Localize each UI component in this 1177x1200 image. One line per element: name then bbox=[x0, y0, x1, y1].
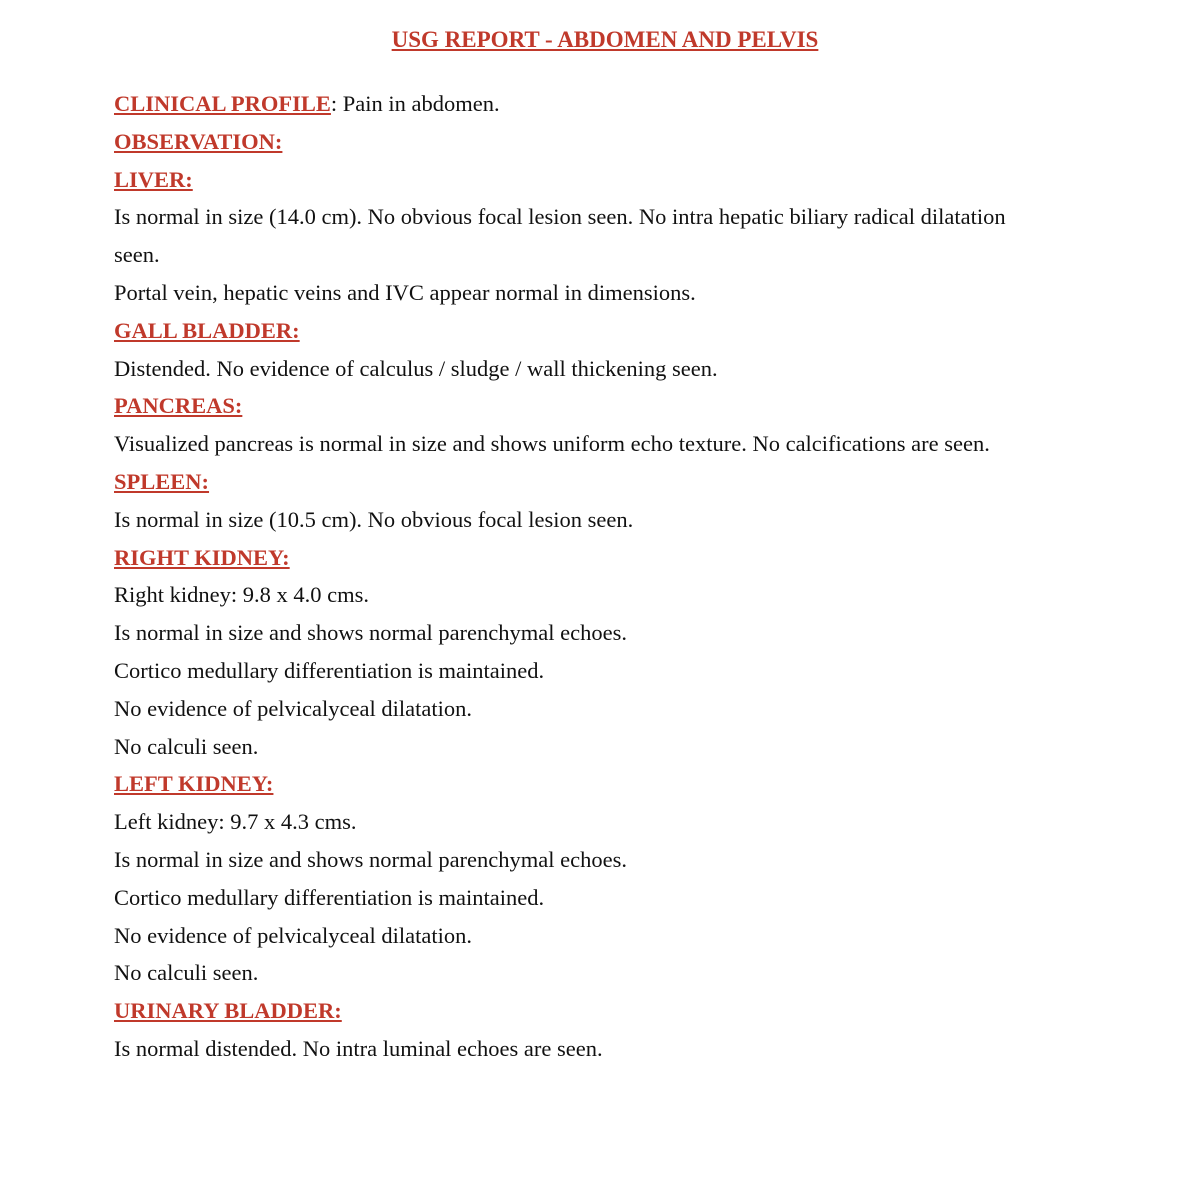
gall-bladder-text: Distended. No evidence of calculus / sludge / wall thickening seen. bbox=[114, 355, 718, 381]
pancreas-heading: PANCREAS: bbox=[114, 393, 243, 419]
left-kidney-heading: LEFT KIDNEY: bbox=[114, 771, 274, 797]
left-kidney-text-1: Left kidney: 9.7 x 4.3 cms. bbox=[114, 809, 357, 835]
spleen-heading: SPLEEN: bbox=[114, 468, 210, 494]
right-kidney-text-5: No calculi seen. bbox=[114, 733, 259, 759]
clinical-profile-line bbox=[114, 85, 1164, 123]
left-kidney-text-4: No evidence of pelvicalyceal dilatation. bbox=[114, 922, 472, 948]
left-kidney-text-5: No calculi seen. bbox=[114, 960, 259, 986]
clinical-profile-value: : Pain in abdomen. bbox=[330, 91, 500, 116]
right-kidney-text-4: No evidence of pelvicalyceal dilatation. bbox=[114, 695, 472, 721]
pancreas-text: Visualized pancreas is normal in size and shows uniform echo texture. No calcifications are seen. bbox=[114, 431, 990, 457]
right-kidney-text-3: Cortico medullary differentiation is maintained. bbox=[114, 657, 545, 683]
clinical-profile-label: CLINICAL PROFILE bbox=[114, 91, 331, 116]
observation-heading: OBSERVATION: bbox=[114, 128, 283, 154]
gall-bladder-heading: GALL BLADDER: bbox=[114, 317, 300, 343]
report-title: USG REPORT - ABDOMEN AND PELVIS bbox=[391, 27, 819, 52]
right-kidney-heading: RIGHT KIDNEY: bbox=[114, 544, 290, 570]
urinary-bladder-text: Is normal distended. No intra luminal echoes are seen. bbox=[114, 1035, 603, 1061]
liver-heading: LIVER: bbox=[114, 166, 193, 192]
left-kidney-text-3: Cortico medullary differentiation is maintained. bbox=[114, 884, 545, 910]
right-kidney-text-1: Right kidney: 9.8 x 4.0 cms. bbox=[114, 582, 369, 608]
spleen-text: Is normal in size (10.5 cm). No obvious focal lesion seen. bbox=[114, 506, 634, 532]
report-body bbox=[114, 85, 1164, 1068]
liver-text-2: Portal vein, hepatic veins and IVC appear normal in dimensions. bbox=[114, 279, 696, 305]
liver-text-1: Is normal in size (14.0 cm). No obvious focal lesion seen. No intra hepatic biliary radical dilatation seen. bbox=[114, 204, 1006, 268]
left-kidney-text-2: Is normal in size and shows normal parenchymal echoes. bbox=[114, 846, 627, 872]
right-kidney-text-2: Is normal in size and shows normal parenchymal echoes. bbox=[114, 620, 627, 646]
urinary-bladder-heading: URINARY BLADDER: bbox=[114, 998, 342, 1024]
